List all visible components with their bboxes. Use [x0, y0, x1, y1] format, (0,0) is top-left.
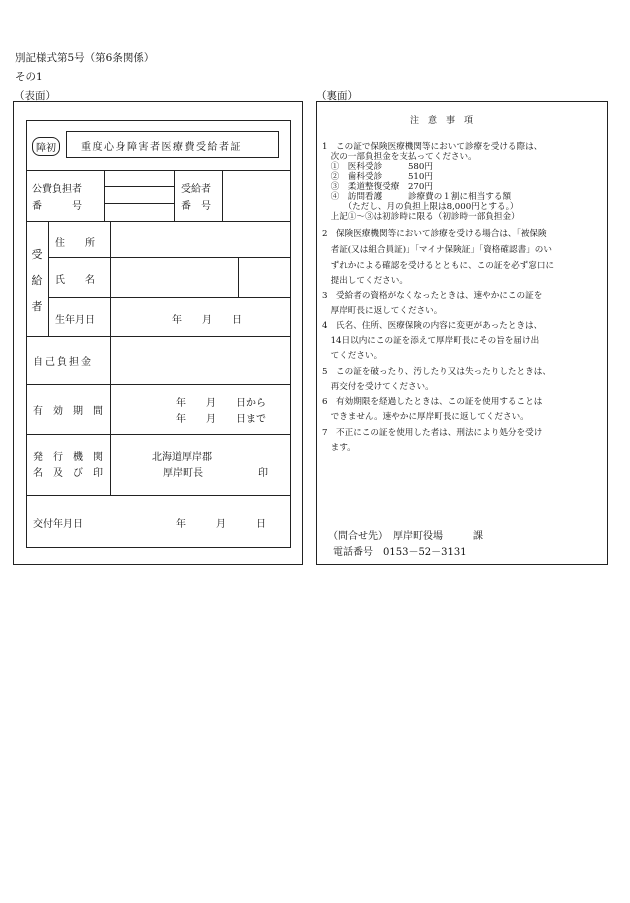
recipient-side-2: 給: [31, 274, 43, 287]
note-line: 14日以内にこの証を添えて厚岸町長にその旨を届け出: [322, 336, 540, 346]
recipient-no-label: 受給者: [181, 184, 211, 195]
payer-label: 公費負担者: [32, 184, 82, 195]
cell-divider: [174, 170, 175, 221]
note-line: 2 保険医療機関等において診療を受ける場合は、「被保険: [322, 229, 547, 239]
note-line: 1 この証で保険医療機関等において診療を受ける際は、: [322, 142, 543, 152]
note-line: 次の一部負担金を支払ってください。: [322, 152, 477, 162]
note-line: ③ 柔道整復受療 270円: [322, 182, 433, 192]
contact-line: （問合せ先） 厚岸町役場 課: [328, 531, 483, 542]
recipient-side-3: 者: [31, 300, 43, 313]
cell-divider: [104, 170, 105, 221]
issuer-value: 北海道厚岸郡: [152, 452, 212, 463]
note-line: 6 有効期限を経過したときは、この証を使用することは: [322, 397, 543, 407]
row-divider: [48, 297, 291, 298]
note-line: てください。: [322, 351, 383, 361]
note-line: ずれかによる確認を受けるとともに、この証を必ず窓口に: [322, 261, 555, 271]
cell-divider: [110, 336, 111, 495]
cell-divider: [238, 257, 239, 297]
note-line: 厚岸町長に返してください。: [322, 306, 443, 316]
notes-heading: 注 意 事 項: [410, 116, 474, 126]
issue-date-label: 交付年月日: [33, 519, 83, 530]
recipient-side-1: 受: [31, 248, 43, 261]
note-line: ① 医科受診 580円: [322, 162, 433, 172]
issue-date-value: 年 月 日: [176, 519, 266, 530]
note-line: ② 歯科受診 510円: [322, 172, 433, 182]
row-divider: [26, 384, 291, 385]
seal-mark: 印: [258, 468, 268, 479]
cell-divider: [104, 186, 174, 187]
address-label: 住 所: [55, 238, 95, 249]
cell-divider: [110, 221, 111, 336]
card-badge: [32, 137, 60, 156]
note-line: ます。: [322, 443, 356, 453]
front-label: （表面）: [14, 90, 56, 102]
cell-divider: [48, 221, 49, 336]
row-divider: [26, 495, 291, 496]
badge-text: 障初: [32, 137, 60, 156]
note-line: 4 氏名、住所、医療保険の内容に変更があったときは、: [322, 321, 543, 331]
note-line: 3 受給者の資格がなくなったときは、速やかにこの証を: [322, 291, 543, 301]
name-label: 氏 名: [55, 275, 95, 286]
phone-line: 電話番号 0153－52－3131: [333, 547, 467, 558]
form-number: 別記様式第5号（第6条関係）: [15, 52, 155, 64]
cell-divider: [222, 170, 223, 221]
payer-label-2: 番 号: [32, 201, 82, 212]
issuer-value-2: 厚岸町長: [163, 468, 203, 479]
row-divider: [26, 170, 291, 171]
back-label: （裏面）: [316, 90, 358, 102]
note-line: 再交付を受けてください。: [322, 382, 434, 392]
row-divider: [26, 434, 291, 435]
row-divider: [26, 336, 291, 337]
form-part: その1: [15, 71, 43, 83]
cell-divider: [104, 203, 174, 204]
note-line: できません。速やかに厚岸町長に返してください。: [322, 412, 529, 422]
issuer-label: 発 行 機 関: [33, 452, 103, 463]
note-line: 5 この証を破ったり、汚したり又は失ったりしたときは、: [322, 367, 551, 377]
copay-label: 自己負担金: [33, 357, 93, 368]
card-title: 重度心身障害者医療費受給者証: [81, 142, 242, 153]
birth-value: 年 月 日: [172, 315, 242, 326]
note-line: 7 不正にこの証を使用した者は、刑法により処分を受け: [322, 428, 543, 438]
note-line: （ただし、月の負担上限は8,000円とする。）: [322, 202, 519, 212]
issuer-label-2: 名 及 び 印: [33, 468, 103, 479]
note-line: 者証(又は組合員証)」「マイナ保険証」「資格確認書」のい: [322, 245, 552, 255]
row-divider: [26, 221, 291, 222]
note-line: 提出してください。: [322, 276, 408, 286]
validity-to: 年 月 日まで: [176, 414, 266, 425]
note-line: ④ 訪問看護 診療費の１割に相当する額: [322, 192, 512, 202]
birth-label: 生年月日: [55, 315, 95, 326]
note-line: 上記①～③は初診時に限る（初診時一部負担金）: [322, 212, 520, 222]
recipient-no-label-2: 番 号: [181, 201, 211, 212]
validity-label: 有 効 期 間: [33, 406, 103, 417]
validity-from: 年 月 日から: [176, 398, 266, 409]
row-divider: [48, 257, 291, 258]
